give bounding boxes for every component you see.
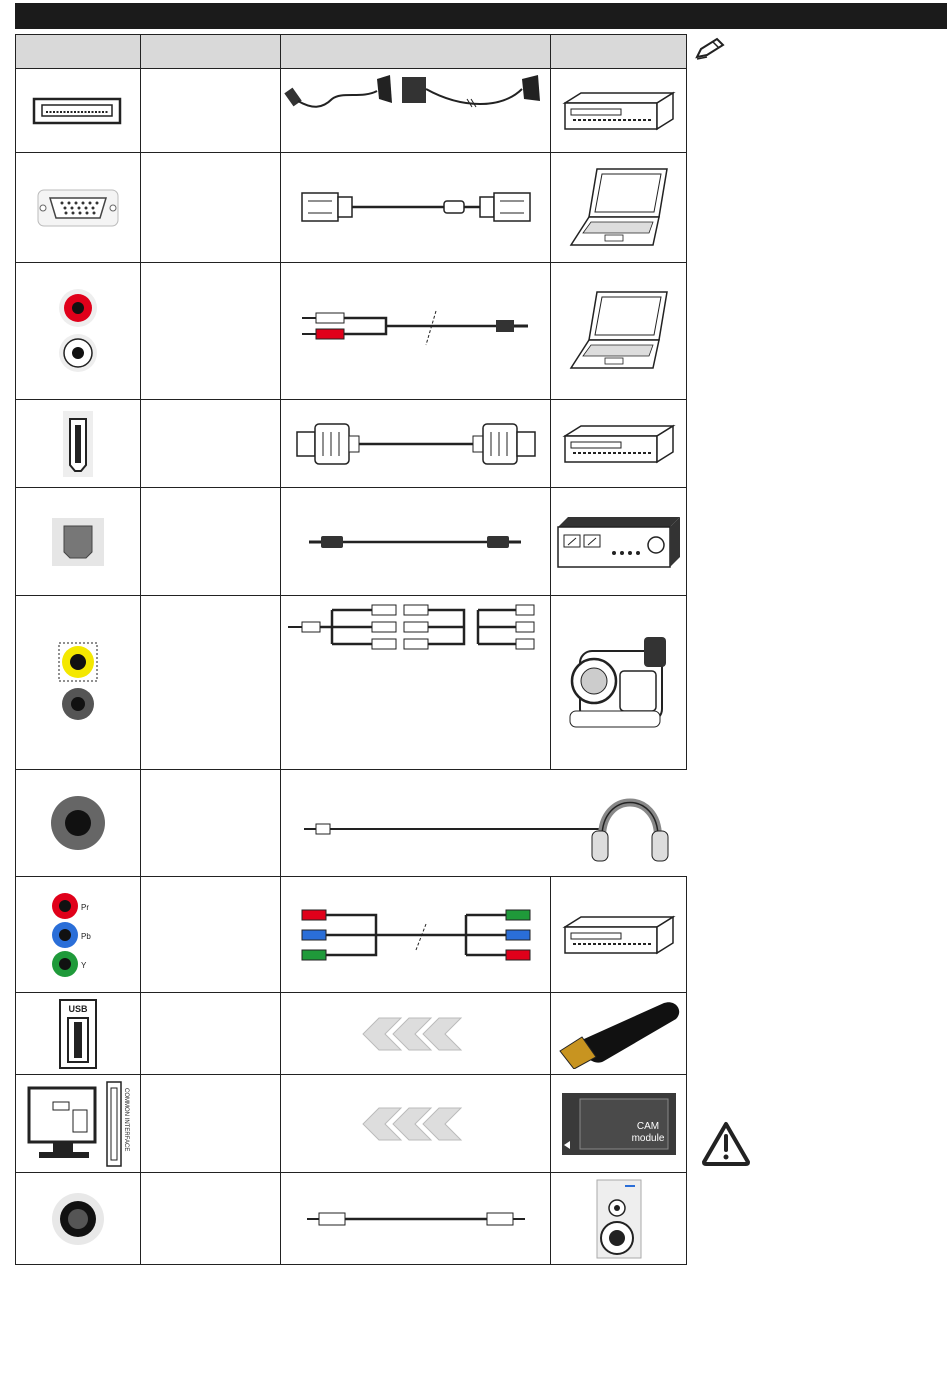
ci-slot-icon [16,1075,141,1173]
column-header-connector [16,35,141,69]
table-row [16,993,687,1075]
row-name [141,263,281,400]
column-header-type [141,35,281,69]
component-cable-icon [281,877,551,993]
row-name [141,153,281,263]
row-name [141,1173,281,1265]
optical-cable-icon [281,488,551,596]
table-row [16,263,687,400]
row-name [141,993,281,1075]
table-row [16,400,687,488]
column-header-cables [281,35,551,69]
label-pr: Pr [81,902,89,912]
table-row [16,770,687,877]
laptop-device-icon [551,263,687,400]
usb-stick-device-icon [551,993,687,1075]
usb-port-icon [16,993,141,1075]
page-header-bar [15,3,947,29]
table-row [16,488,687,596]
row-name [141,596,281,770]
warning-triangle-icon [700,1120,752,1168]
label-pb: Pb [81,931,91,941]
coaxial-port-icon [16,1173,141,1265]
row-name [141,770,281,877]
dvd-player-device-icon [551,877,687,993]
vga-port-icon [16,153,141,263]
cam-module-device-icon [551,1075,687,1173]
pencil-note-icon [693,37,727,61]
table-row [16,596,687,770]
amplifier-device-icon [551,488,687,596]
usb-label: USB [68,1003,88,1014]
rca-to-minijack-cable-icon [281,263,551,400]
coaxial-cable-icon [281,1173,551,1265]
cam-label-line1: CAM [636,1120,659,1132]
insert-direction-arrows-icon [281,1075,551,1173]
table-header-row [16,35,687,69]
optical-port-icon [16,488,141,596]
laptop-device-icon [551,153,687,263]
pc-audio-port-icon [16,263,141,400]
row-name [141,488,281,596]
component-port-icon [16,877,141,993]
row-name [141,1075,281,1173]
hdmi-port-icon [16,400,141,488]
column-header-device [551,35,687,69]
headphone-cable-icon [281,770,687,877]
vga-cable-icon [281,153,551,263]
table-row [16,877,687,993]
connections-table [15,34,687,1265]
table-row [16,1173,687,1265]
table-row [16,153,687,263]
table-row [16,69,687,153]
subwoofer-device-icon [551,1173,687,1265]
row-name [141,400,281,488]
scart-cable-icon [281,69,551,153]
row-name [141,69,281,153]
dvd-player-device-icon [551,69,687,153]
label-y: Y [81,960,87,970]
hdmi-cable-icon [281,400,551,488]
dvd-player-device-icon [551,400,687,488]
insert-direction-arrows-icon [281,993,551,1075]
av-cable-icon [281,596,551,770]
scart-port-icon [16,69,141,153]
camcorder-device-icon [551,596,687,770]
table-row [16,1075,687,1173]
common-interface-label: COMMON INTERFACE [123,1087,129,1151]
headphone-port-icon [16,770,141,877]
cam-label-line2: module [631,1132,664,1144]
side-av-port-icon [16,596,141,770]
row-name [141,877,281,993]
